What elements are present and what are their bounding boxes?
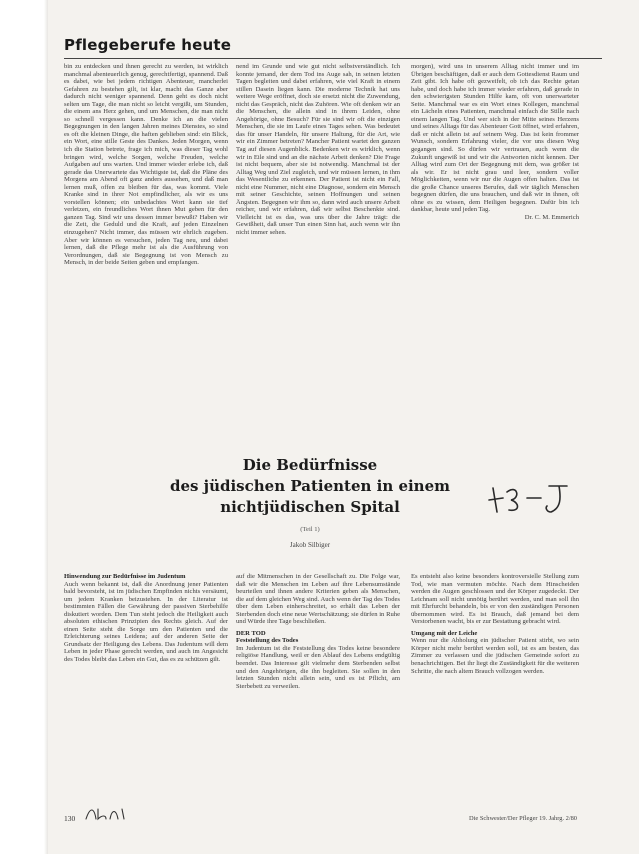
upper-column-3-text: morgen), wird uns in unserem Alltag nicht immer und im Übrigen beschäftigen, daß er auch dem Gottesdienst Raum und Zeit gibt. Ich habe oft gezweifelt, ob ich das Rechte getan habe, und doch habe ich immer wieder erfahren, daß gerade in den schwierigsten Stunden Hilfe kam, oft von unerwarteter Seite. Manchmal war es ein Wort eines Kollegen, manchmal ein Lächeln eines Patienten, manchmal einfach die Stille nach einem langen Tag. Und wer sich in der Mitte seines Herzens und seines Alltags für das Abenteuer Gott öffnet, wird erfahren, daß er nicht allein ist auf seinem Weg. Das ist kein frommer Wunsch, sondern Erfahrung vieler, die vor uns diesen Weg gegangen sind. So dürfen wir vertrauen, auch wenn die Zukunft ungewiß ist und wir die Antworten nicht kennen. Der Alltag wird zum Ort der Begegnung mit dem, was größer ist als wir. Er ist nicht grau und leer, sondern voller Möglichkeiten, wenn wir nur die Augen offen halten. Das ist die große Chance unseres Berufes, daß wir täglich Menschen begegnen dürfen, die uns brauchen, und daß wir in ihnen, oft ohne es zu wissen, dem Heiligen begegnen. Dafür bin ich dankbar, heute und jeden Tag. — [411, 63, 579, 214]
footer-handwritten-mark — [84, 805, 130, 823]
lower-column-2-text-b: Im Judentum ist die Feststellung des Todes keine besondere religiöse Handlung, weil er den Ablauf des Lebens endgültig beendet. Das Interesse gilt vielmehr dem Sterbenden selbst und den Angehörigen, die ihn begleiten. Sie sollen in den letzten Stunden nicht allein sein, und es ist Pflicht, am Sterbebett zu verweilen. — [236, 644, 400, 690]
article-title-line-3: nichtjüdischen Spital — [220, 498, 400, 516]
scan-margin — [0, 0, 48, 854]
lower-column-1-heading: Hinwendung zur Bedürfnisse im Judentum — [64, 573, 186, 580]
header-rule — [64, 58, 602, 59]
article-subtitle: (Teil 1) — [300, 526, 320, 533]
lower-column-1-text: Auch wenn bekannt ist, daß die Anordnung jener Patienten bald bevorsteht, ist im jüdischen Empfinden nichts versäumt, um jedem Kranken beizustehen. In der Literatur ist bestimmten Fällen die Gewährung der passiven Sterbehilfe diskutiert worden. Dem Tun steht jedoch die Heiligkeit auch absoluten ethischen Prinzipien des Rechts gleich. Auf der einen Seite steht die Sorge um den Patienten und die Erleichterung seines Leidens; auf der anderen Seite der Grundsatz der Heiligung des Lebens. Das Judentum will dem Leben in jeder Phase gerecht werden, und auch im Angesicht des Todes bleibt das Leben ein Gut, das es zu schützen gilt. — [64, 580, 228, 664]
article-title — [150, 455, 470, 518]
upper-column-1 — [64, 63, 228, 518]
article-signature: Dr. C. M. Emmerich — [524, 213, 579, 221]
upper-column-3 — [411, 63, 579, 518]
lower-column-1 — [64, 573, 228, 803]
upper-column-2 — [236, 63, 400, 518]
article-title-line-1: Die Bedürfnisse — [242, 456, 378, 474]
lower-column-2 — [236, 573, 400, 803]
page-number: 130 — [64, 814, 76, 823]
lower-column-2-heading: DER TOD — [236, 629, 266, 637]
journal-reference: Die Schwester/Der Pfleger 19. Jahrg. 2/80 — [469, 815, 577, 822]
lower-column-3-text-b: Wenn nur die Abholung ein jüdischer Patient stirbt, wo sein Körper nicht mehr berührt werden soll, ist es am besten, das Zimmer zu verlassen und die jüdischen Gemeinde sofort zu benachrichtigen. Bei ihr liegt die Zuständigkeit für die weiteren Schritte, die nach altem Brauch vollzogen werden. — [411, 637, 579, 675]
upper-column-1-text: bin zu entdecken und ihnen gerecht zu werden, ist wirklich manchmal abenteuerlich genug, gerechtfertigt, spannend. Daß es dabei, wie bei jedem richtigen Abenteuer, mancherlei Gefahren zu bestehen gilt, ist klar, macht das Ganze aber dadurch nicht weniger spannend. Denn geht es doch nicht selten um Tage, die man nicht so leicht vergißt, um Stunden, die einem ans Herz gehen, und um Menschen, die man nicht so schnell vergessen kann. Denke ich an die vielen Begegnungen in den langen Jahren meines Dienstes, so sind es oft die kleinen Dinge, die haften geblieben sind: ein Blick, ein Wort, eine stille Geste des Dankes. Jeden Morgen, wenn ich die Station betrete, frage ich mich, was dieser Tag wohl bringen wird, welche Sorgen, welche Freuden, welche Aufgaben auf uns warten. Und immer wieder erlebe ich, daß gerade das Unerwartete das Wichtigste ist, daß die Pläne des Morgens am Abend oft ganz anders aussehen, und daß man lernen muß, offen zu bleiben für das, was kommt. Viele Kranke sind in ihrer Not empfindlicher, als wir es uns vorstellen können; ein unbedachtes Wort kann sie tief verletzen, ein freundliches Wort ihnen Mut geben für den ganzen Tag. Sind wir uns dessen immer bewußt? Haben wir die Zeit, die Geduld und die Kraft, auf jeden Einzelnen einzugehen? Nicht immer, das müssen wir ehrlich zugeben. Aber wir können es versuchen, jeden Tag neu, und dabei lernen, daß die Pflege mehr ist als die Ausführung von Verordnungen, daß sie Begegnung ist von Mensch zu Mensch, in der beide Seiten geben und empfangen. — [64, 63, 228, 267]
lower-column-2-subheading: Feststellung des Todes — [236, 637, 299, 645]
section-title: Pflegeberufe heute — [64, 36, 232, 54]
lower-column-3-heading: Umgang mit der Leiche — [411, 629, 478, 637]
lower-column-2-text: auf die Mitmenschen in der Gesellschaft zu. Die Folge war, daß wir die Menschen im Leben auf ihre Lebensumstände beurteilen und ihnen andere Kriterien geben als Menschen, die auf dem gleichen Weg sind. Auch wenn der Tag des Todes über dem Leben einherschreitet, so erhält das Leben der Sterbenden doch eine neue Wertschätzung; sie dürfen in Ruhe und Würde ihre Tage beschließen. — [236, 573, 400, 626]
upper-column-2-text: nend im Grunde und wie gut nicht selbstverständlich. Ich konnte jemand, der dem Tod ins Auge sah, in seinen letzten Tagen begleiten und dabei erfahren, wie viel Kraft in einem stillen Dasein liegen kann. Die moderne Technik hat uns weitere Wege eröffnet, doch sie ersetzt nicht die Zuwendung, nicht das Gespräch, nicht das Zuhören. Wie oft denken wir an die Menschen, die allein sind in ihrem Leiden, ohne Angehörige, ohne Besuch? Für sie sind wir oft die einzigen Menschen, die sie im Laufe eines Tages sehen. Was bedeutet das für unser Handeln, für unsere Haltung, für die Art, wie wir ein Zimmer betreten? Mancher Patient wartet den ganzen Tag auf diesen Augenblick. Bedenken wir es wirklich, wenn wir in Eile sind und an die nächste Arbeit denken? Die Frage ist nicht bequem, aber sie ist notwendig. Manchmal ist der Alltag Weg und Ziel zugleich, und wir müssen lernen, in ihm das Wesentliche zu erkennen. Der Patient ist nicht ein Fall, nicht eine Nummer, nicht eine Diagnose, sondern ein Mensch mit seiner Geschichte, seinen Hoffnungen und seinen Ängsten. Begegnen wir ihm so, dann wird auch unsere Arbeit reicher, und wir erfahren, daß wir selbst Beschenkte sind. Vielleicht ist es das, was uns über die Jahre trägt: die Gewißheit, daß unser Tun einen Sinn hat, auch wenn wir ihn nicht immer sehen. — [236, 63, 400, 237]
lower-column-3 — [411, 573, 579, 803]
lower-column-3-text: Es entsteht also keine besonders kontroversielle Stellung zum Tod, wie man vermuten möchte. Nach dem Hinscheiden werden die Augen geschlossen und der Körper zugedeckt. Der Leichnam soll nicht unnötig berührt werden, und man soll ihn mit Ehrfurcht behandeln, bis er von den zuständigen Personen übernommen wird. Es ist Brauch, daß jemand bei dem Verstorbenen wacht, bis er zur Bestattung gebracht wird. — [411, 573, 579, 626]
article-title-line-2: des jüdischen Patienten in einem — [169, 477, 451, 495]
handwritten-annotation — [487, 478, 577, 518]
article-author: Jakob Silbiger — [289, 541, 331, 549]
